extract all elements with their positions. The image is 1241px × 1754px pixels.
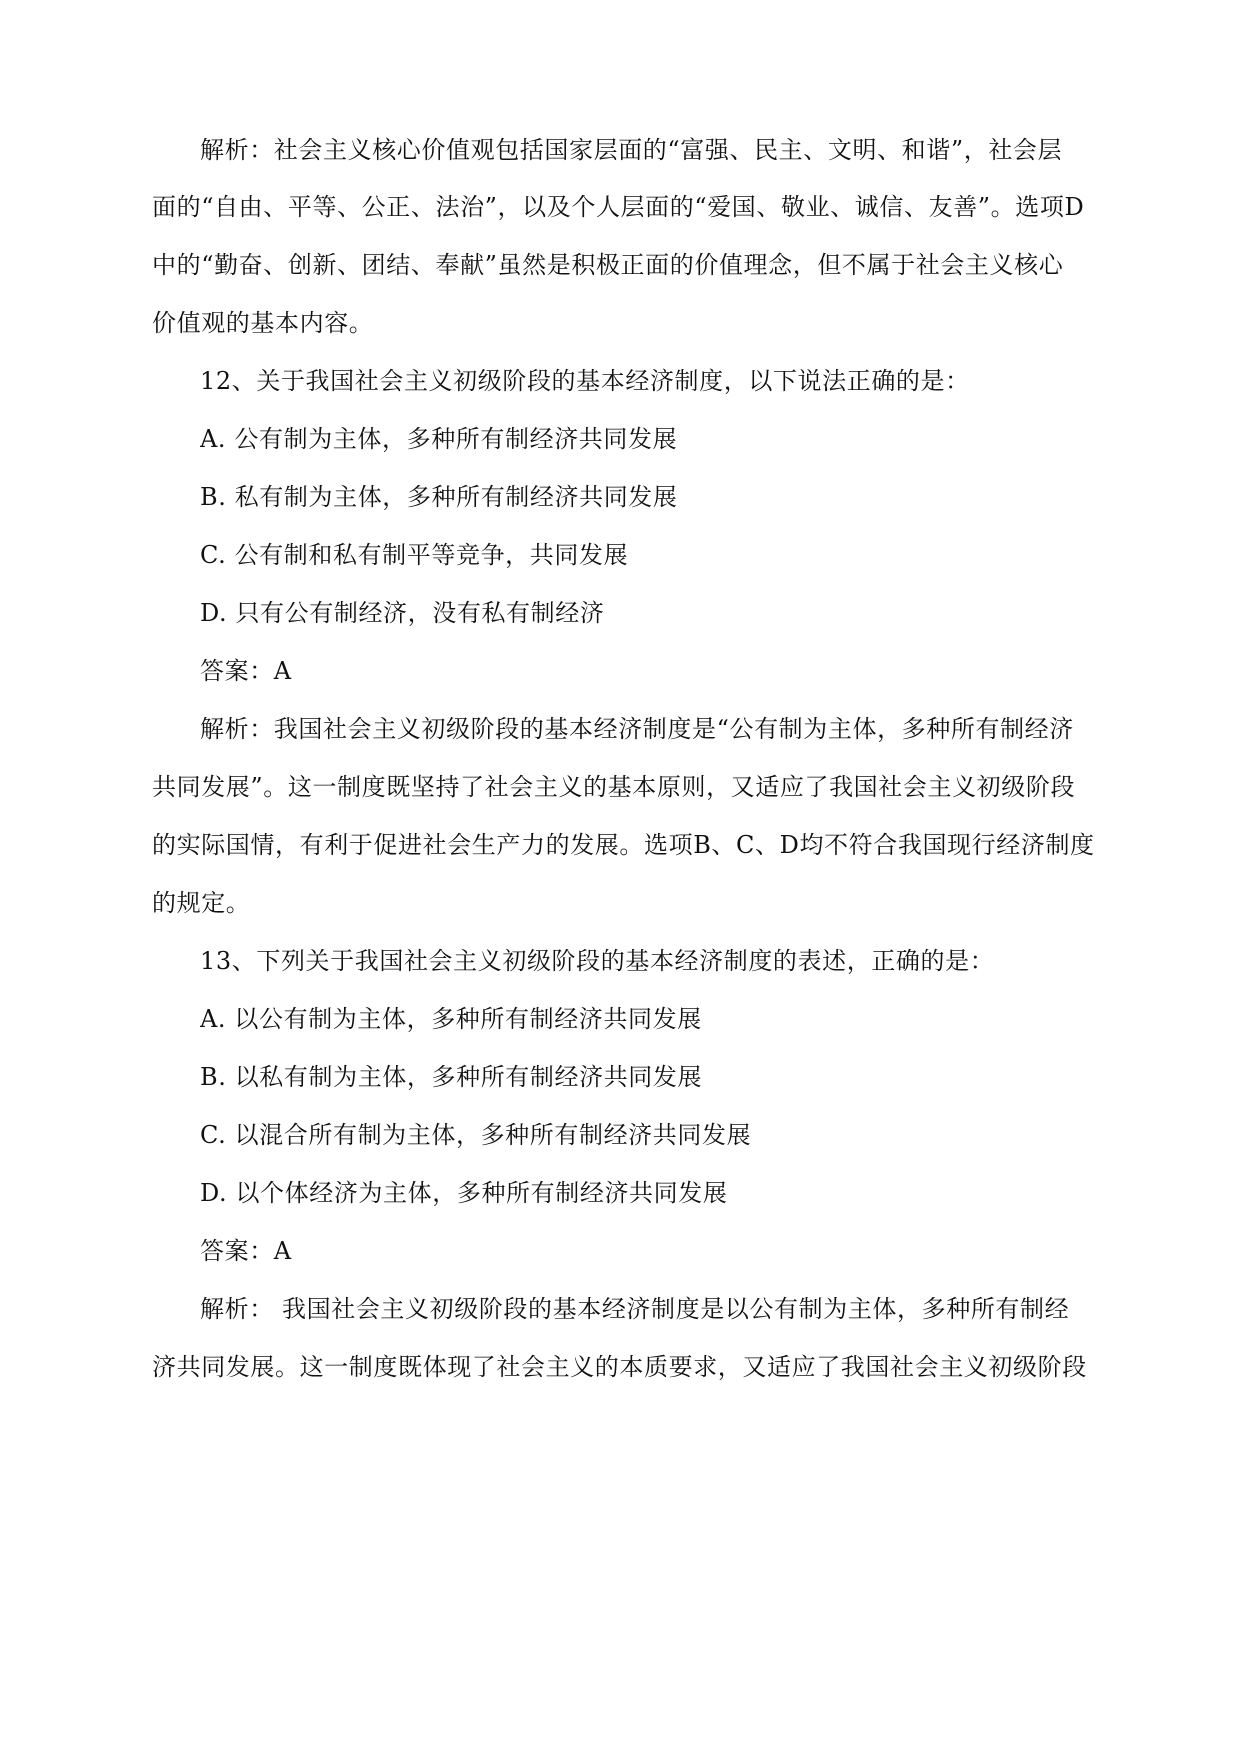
question-12-option-a: A. 公有制为主体，多种所有制经济共同发展 [200,425,678,453]
question-12-analysis-line-4: 的规定。 [152,889,251,917]
question-12-analysis-line-2: 共同发展”。这一制度既坚持了社会主义的基本原则，又适应了我国社会主义初级阶段 [152,773,1076,801]
question-12-option-b: B. 私有制为主体，多种所有制经济共同发展 [200,483,678,511]
question-13-option-a: A. 以公有制为主体，多种所有制经济共同发展 [200,1005,702,1033]
analysis-11-line-3: 中的“勤奋、创新、团结、奉献”虽然是积极正面的价值理念，但不属于社会主义核心 [152,251,1064,279]
question-13-option-c: C. 以混合所有制为主体，多种所有制经济共同发展 [200,1121,752,1149]
question-13-option-b: B. 以私有制为主体，多种所有制经济共同发展 [200,1063,703,1091]
question-12-analysis-line-3: 的实际国情，有利于促进社会生产力的发展。选项B、C、D均不符合我国现行经济制度 [152,831,1095,859]
question-12-stem: 12、关于我国社会主义初级阶段的基本经济制度，以下说法正确的是： [200,367,970,395]
question-13-stem: 13、下列关于我国社会主义初级阶段的基本经济制度的表述，正确的是： [200,947,995,975]
analysis-11-line-1: 解析：社会主义核心价值观包括国家层面的“富强、民主、文明、和谐”，社会层 [200,136,1063,164]
question-13-answer: 答案：A [200,1237,292,1265]
question-13-analysis-line-1: 解析： 我国社会主义初级阶段的基本经济制度是以公有制为主体，多种所有制经 [200,1295,1070,1323]
question-13-option-d: D. 以个体经济为主体，多种所有制经济共同发展 [200,1179,728,1207]
question-12-option-c: C. 公有制和私有制平等竞争，共同发展 [200,541,629,569]
question-13-analysis-line-2: 济共同发展。这一制度既体现了社会主义的本质要求，又适应了我国社会主义初级阶段 [152,1353,1087,1381]
question-12-analysis-line-1: 解析：我国社会主义初级阶段的基本经济制度是“公有制为主体，多种所有制经济 [200,715,1074,743]
question-12-option-d: D. 只有公有制经济，没有私有制经济 [200,599,605,627]
analysis-11-line-4: 价值观的基本内容。 [152,309,374,337]
question-12-answer: 答案：A [200,657,292,685]
analysis-11-line-2: 面的“自由、平等、公正、法治”，以及个人层面的“爱国、敬业、诚信、友善”。选项D [152,193,1085,221]
